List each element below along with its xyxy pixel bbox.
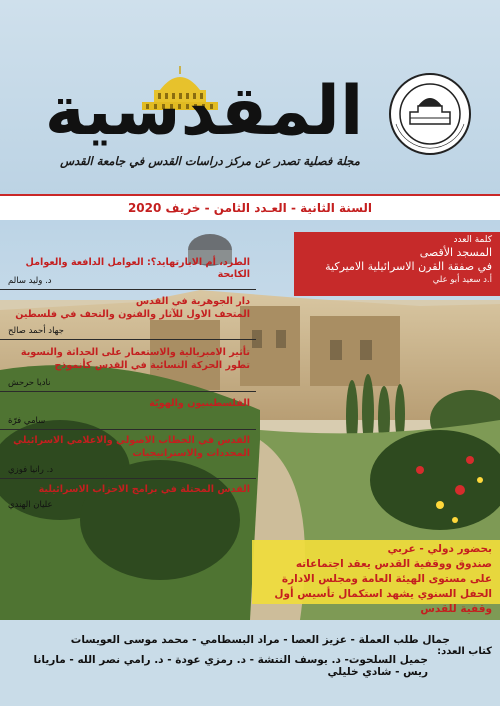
featured-title-2: في صفقة القرن الاسرائيلية الاميركية [325,260,492,273]
featured-label: كلمة العدد [453,235,492,245]
news-line-4: الحفل السنوي يشهد استكمال تأسيس أول وقفية للقدس [274,588,492,615]
featured-author: أ.د سعيد أبو علي [432,275,492,285]
article-6-author: عليان الهندي [8,500,53,510]
news-box[interactable] [252,540,500,615]
divider [0,289,256,290]
article-3-title[interactable]: تأثير الامبريالية والاستعمار على الحداثة والنسوية [20,347,250,358]
article-1-title[interactable]: الطرد، أم الابارتهايد؟: العوامل الدافعة والعوامل الكابحة [25,257,250,280]
article-4-title[interactable]: الفلسطينيون والهويّة [149,398,250,409]
divider [0,339,256,340]
news-line-2: صندوق ووقفية القدس يعقد اجتماعاته [295,558,492,570]
table-of-contents [0,253,258,511]
news-line-1: بحضور دولي - عربي [387,543,492,555]
article-5-title[interactable]: القدس في الخطاب الاصولي والاعلامي الاسرائيلي [13,435,250,446]
issue-bar [0,194,500,222]
article-2-author: جهاد أحمد صالح [8,326,64,336]
divider [0,478,256,479]
divider [0,429,256,430]
featured-title-1: المسجد الأقصى [419,246,492,259]
masthead [0,0,500,196]
article-2-title-line-2[interactable]: المتحف الاول للآثار والفنون والتحف في فلسطين [15,309,250,320]
article-5-title-line-2[interactable]: المحددات والاستراتيجيات [132,448,250,459]
article-1-author: د. وليد سالم [8,276,52,286]
contributors-section [0,620,500,706]
article-5-author: د. رانيا فوزي [8,465,54,475]
magazine-subtitle: مجلة فصلية تصدر عن مركز دراسات القدس في جامعة القدس [60,154,360,168]
news-line-3: على مستوى الهيئة العامة ومجلس الادارة [281,573,492,585]
article-3-title-line-2[interactable]: تطور الحركة النسائية في القدس كأنموذج [54,360,250,371]
article-6-title[interactable]: القدس المحتلة في برامج الاحزاب الاسرائيلية [38,484,250,495]
contributors-line-2: جميل السلحوت- د. يوسف النتشة - د. رمزي عودة - د. رامي نصر الله - ماريانا ريس - شادي خليلي [33,654,428,678]
magazine-title: المقدسية [44,72,364,151]
issue-line: السنة الثانية - العـدد الثامن - خريف 2020 [127,201,373,215]
divider [0,391,256,392]
article-4-author: سامي فرّة [8,416,46,426]
contributors-line-1: جمال طلب العملة - عزيز العصا - مراد البسطامي - محمد موسى العويسات [70,634,450,646]
featured-article[interactable] [294,232,500,296]
article-2-title[interactable]: دار الجوهرية في القدس [135,296,250,307]
contributors-label: كتاب العدد: [437,646,492,657]
al-quds-university-logo [388,72,472,156]
article-3-author: ناديا حرحش [8,378,51,388]
